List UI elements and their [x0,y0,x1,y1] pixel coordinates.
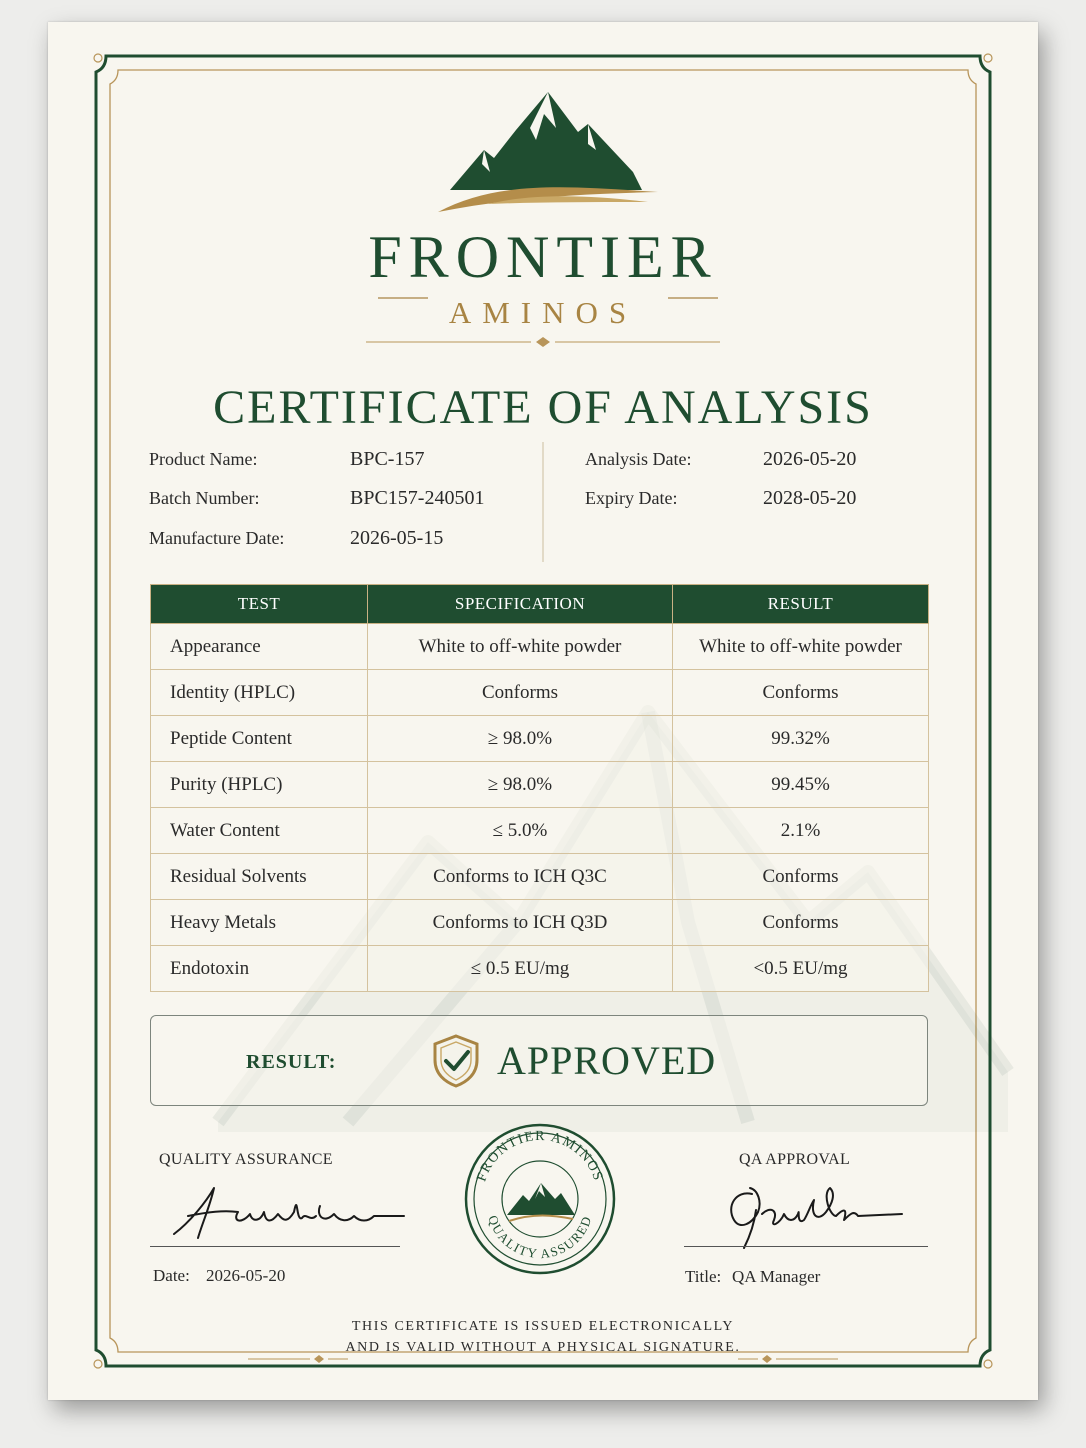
analysis-date-label: Analysis Date: [585,449,692,469]
test-result: Conforms [673,670,929,716]
table-row [151,670,929,716]
test-specification: ≥ 98.0% [368,762,673,808]
brand-subtitle: AMINOS [448,295,638,330]
test-result: White to off-white powder [673,624,929,670]
test-result: Conforms [673,900,929,946]
expiry-date-label: Expiry Date: [585,488,678,508]
seal-bottom-text: QUALITY ASSURED [485,1213,595,1262]
test-name: Residual Solvents [151,854,368,900]
certificate-title: CERTIFICATE OF ANALYSIS [213,381,873,434]
test-specification: ≤ 0.5 EU/mg [368,946,673,992]
header-test: TEST [151,585,368,624]
manufacture-date-label: Manufacture Date: [149,528,285,548]
table-row [151,854,929,900]
expiry-date-value: 2028-05-20 [763,487,857,509]
certificate-paper [48,22,1038,1400]
test-result: 99.45% [673,762,929,808]
shield-check-icon [431,1034,481,1088]
quality-seal-icon [463,1119,617,1285]
test-specification: Conforms to ICH Q3C [368,854,673,900]
test-result: <0.5 EU/mg [673,946,929,992]
batch-number-value: BPC157-240501 [350,487,485,509]
table-header-row [151,585,929,624]
table-row [151,900,929,946]
header-result: RESULT [673,585,929,624]
sign-date-label: Date: [153,1266,190,1285]
svg-text:FRONTIER AMINOS [474,1129,605,1184]
seal-top-text: FRONTIER AMINOS [474,1128,606,1184]
result-value: APPROVED [497,1038,717,1083]
test-name: Identity (HPLC) [151,670,368,716]
table-row [151,716,929,762]
manufacture-date-value: 2026-05-15 [350,527,444,549]
test-result: Conforms [673,854,929,900]
qa-signature-drawing [168,1182,408,1242]
qa-approval-heading: QA APPROVAL [739,1151,851,1168]
product-name-label: Product Name: [149,449,258,469]
test-specification: ≥ 98.0% [368,716,673,762]
mountain-logo-icon [428,88,668,220]
signature-line-left [150,1246,400,1247]
table-row [151,762,929,808]
brand-name: FRONTIER [368,224,718,290]
result-label: RESULT: [246,1051,337,1073]
title-divider-decoration [366,335,720,349]
analysis-table [150,584,929,992]
test-specification: Conforms [368,670,673,716]
test-name: Water Content [151,808,368,854]
test-specification: ≤ 5.0% [368,808,673,854]
table-row [151,946,929,992]
signer-title-label: Title: [685,1267,722,1286]
approval-signature-drawing [718,1180,908,1252]
test-name: Appearance [151,624,368,670]
test-specification: Conforms to ICH Q3D [368,900,673,946]
quality-assurance-heading: QUALITY ASSURANCE [159,1151,333,1168]
product-name-value: BPC-157 [350,448,425,470]
result-box [150,1015,928,1106]
batch-number-label: Batch Number: [149,488,260,508]
table-row [151,808,929,854]
test-name: Peptide Content [151,716,368,762]
header-specification: SPECIFICATION [368,585,673,624]
test-name: Endotoxin [151,946,368,992]
signature-line-right [684,1246,928,1247]
footer-line-1: THIS CERTIFICATE IS ISSUED ELECTRONICALLY [351,1319,735,1334]
sign-date-value: 2026-05-20 [206,1266,286,1285]
test-result: 2.1% [673,808,929,854]
footer-line-2: AND IS VALID WITHOUT A PHYSICAL SIGNATURE. [345,1340,741,1355]
analysis-date-value: 2026-05-20 [763,448,857,470]
test-result: 99.32% [673,716,929,762]
table-row [151,624,929,670]
test-name: Purity (HPLC) [151,762,368,808]
footer-note [48,1316,1038,1358]
test-name: Heavy Metals [151,900,368,946]
signer-title-value: QA Manager [732,1267,821,1286]
test-specification: White to off-white powder [368,624,673,670]
